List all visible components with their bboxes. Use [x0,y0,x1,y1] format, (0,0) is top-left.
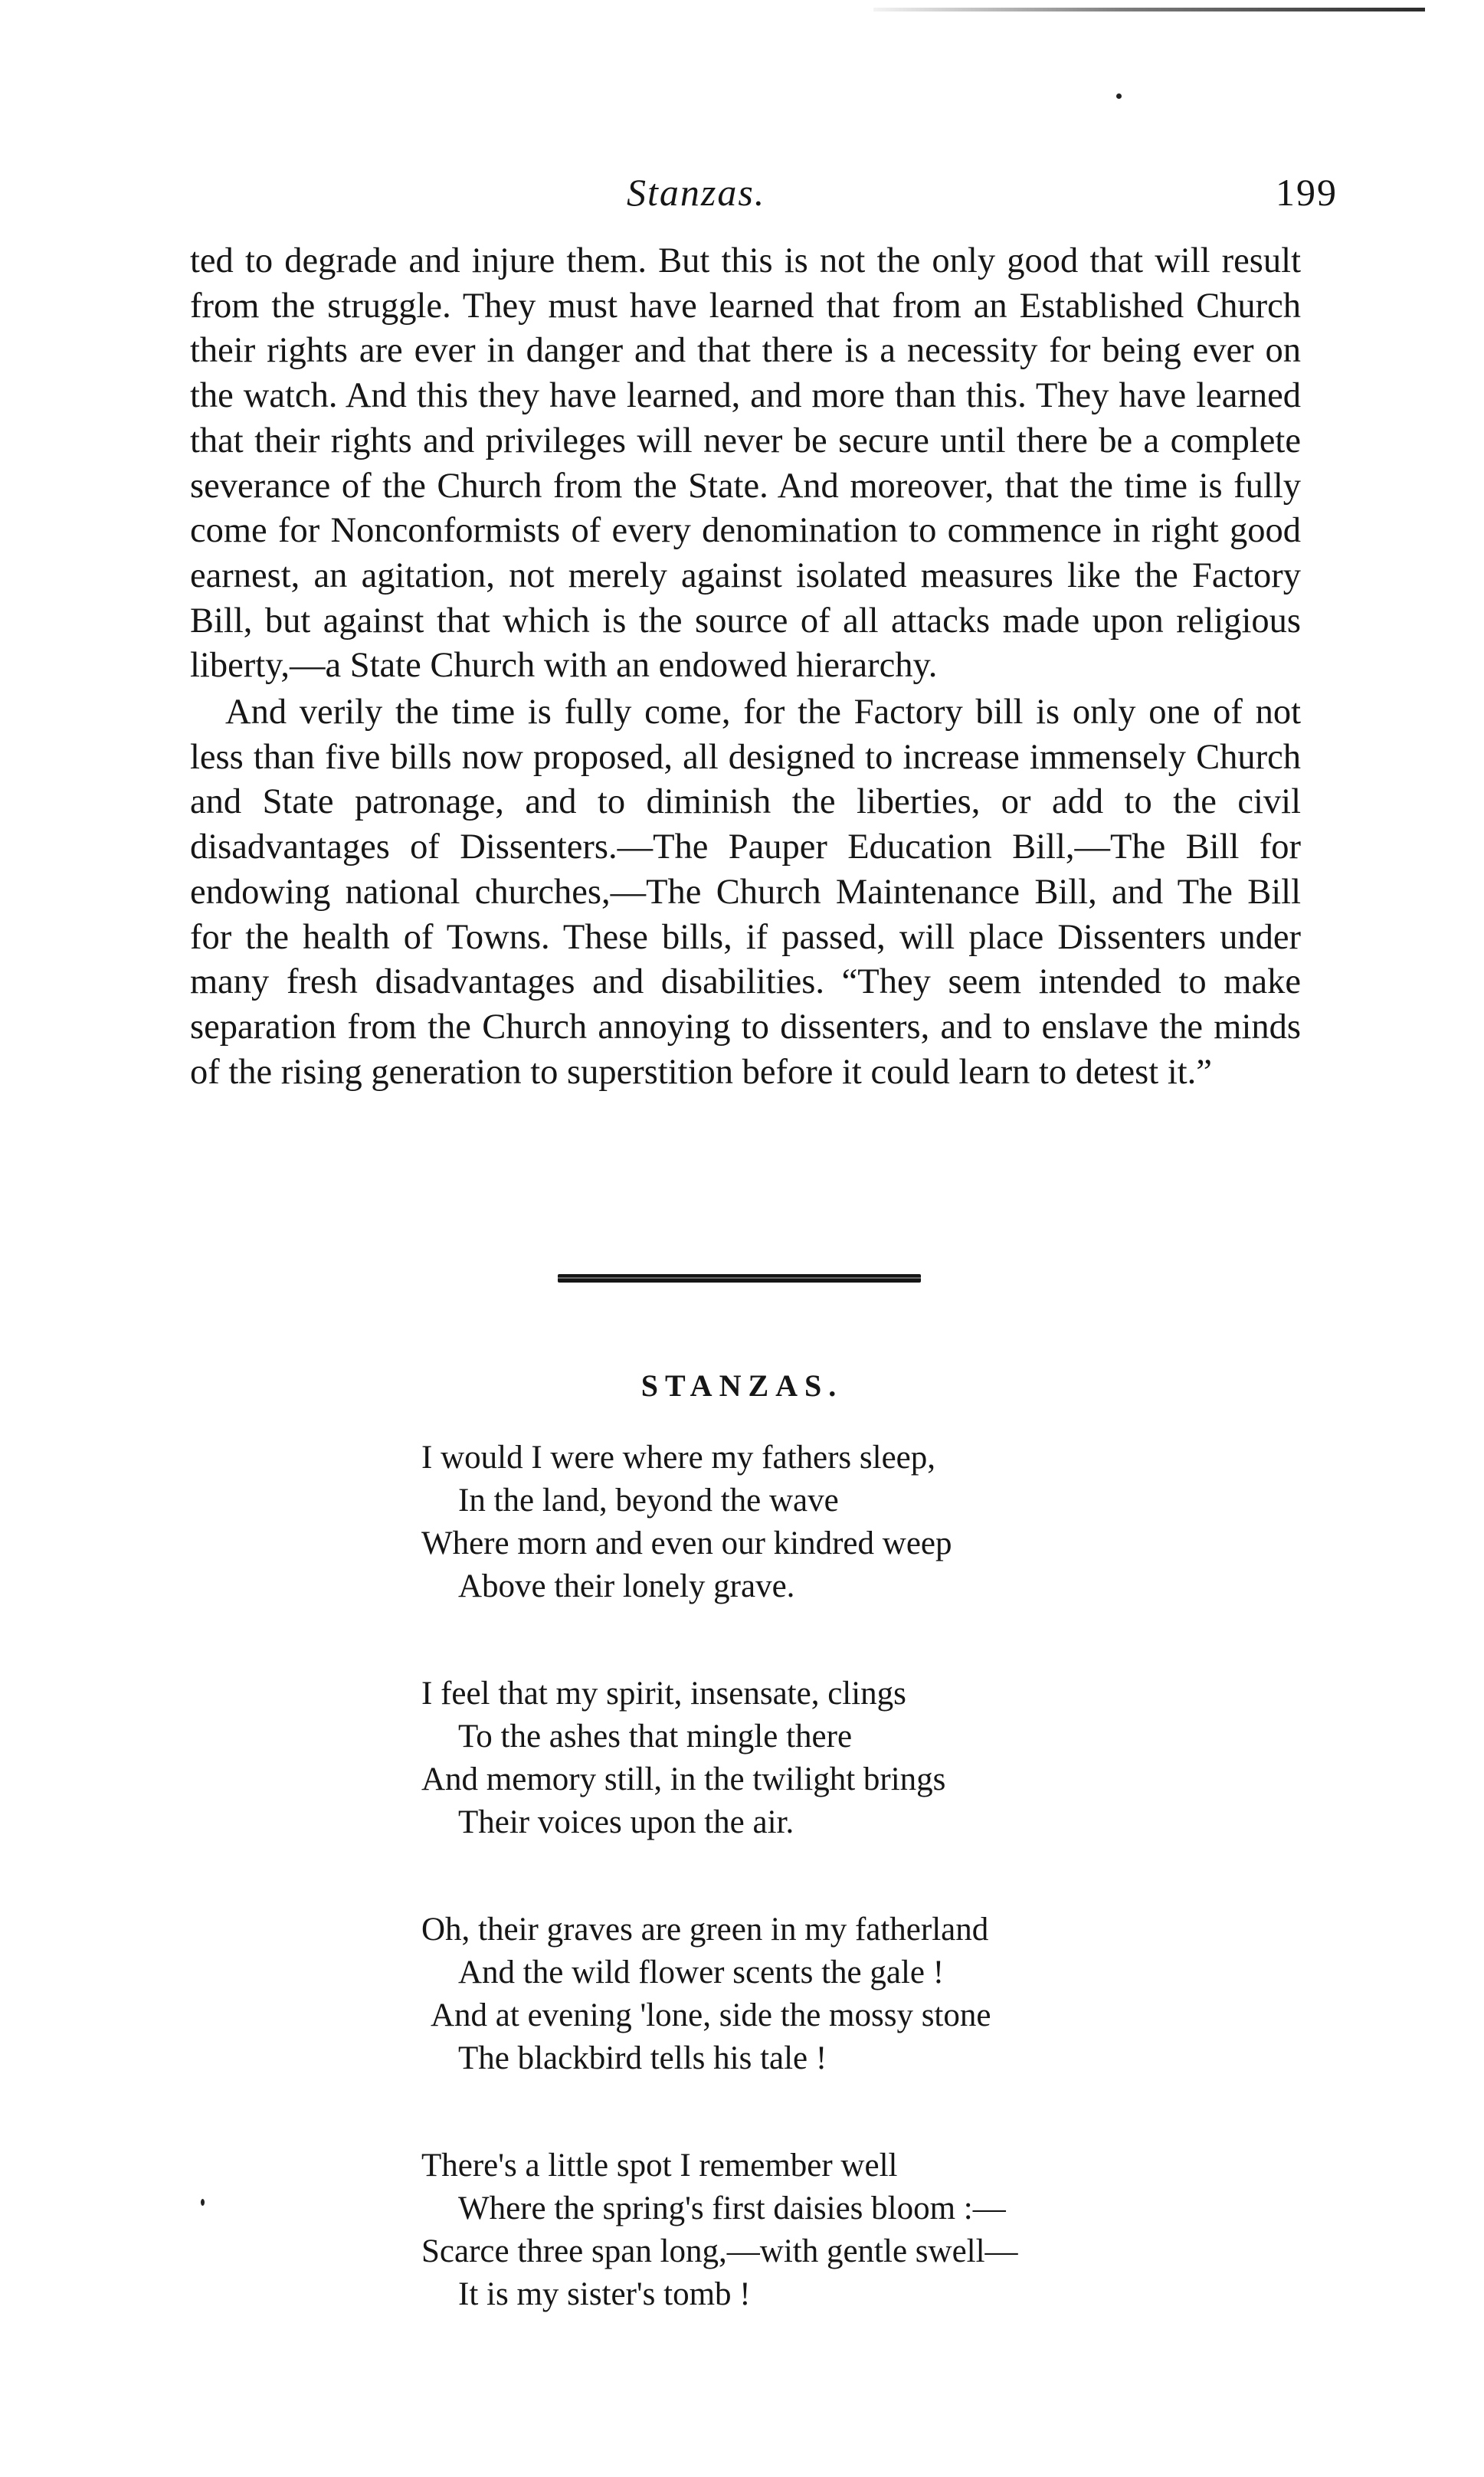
verse-line: And the wild flower scents the gale ! [458,1954,945,1990]
paragraph: And verily the time is fully come, for the Factory bill is only one of not less than five bills now proposed, all designed to increase immensely Church and State patronage, and to diminish the liberties, or add to the civil disadvantages of Dissenters.—The Pauper Education Bill,—The Bill for endowing national churches,—The Church Maintenance Bill, and The Bill for the health of Towns. These bills, if passed, will place Dissenters under many fresh disadvantages and disabilities. “They seem intended to make separation from the Church annoying to dissenters, and to enslave the minds of the rising generation to superstition before it could learn to detest it.” [190,693,1301,1092]
verse-line: To the ashes that mingle there [458,1719,853,1755]
verse-line: The blackbird tells his tale ! [458,2040,827,2076]
verse-line: Their voices upon the air. [458,1804,794,1840]
verse-line: And memory still, in the twilight brings [421,1761,946,1797]
stanza [421,1909,1111,2080]
verse-line: Where morn and even our kindred weep [421,1525,952,1561]
section-divider [558,1274,921,1283]
poem [421,1437,1111,2316]
verse-line: And at evening 'lone, side the mossy stone [431,1997,991,2033]
page-number: 199 [1276,171,1338,214]
ink-speck [201,2199,205,2206]
page-header [0,170,1484,224]
stanza [421,1437,1111,1608]
verse-line: It is my sister's tomb ! [458,2276,751,2312]
stanza [421,1673,1111,1844]
verse-line: I would I were where my fathers sleep, [421,1440,936,1476]
top-edge-rule [873,8,1425,11]
verse-line: Oh, their graves are green in my fatherland [421,1912,989,1948]
verse-line: In the land, beyond the wave [458,1483,839,1519]
running-title: Stanzas. [627,171,766,214]
verse-line: I feel that my spirit, insensate, clings [421,1676,906,1712]
ink-speck [1116,93,1122,99]
verse-line: Above their lonely grave. [458,1568,795,1604]
poem-title: STANZAS. [640,1368,844,1403]
verse-line: There's a little spot I remember well [421,2148,898,2184]
prose-body [190,239,1301,1095]
paragraph: ted to degrade and injure them. But this is not the only good that will result from the struggle. They must have learned that from an Established Church their rights are ever in danger and that there is a necessity for being ever on the watch. And this they have learned, and more than this. They have learned that their rights and privileges will never be secure until there be a complete severance of the Church from the State. And moreover, that the time is fully come for Nonconformists of every denomination to commence in right good earnest, an agitation, not merely against isolated measures like the Factory Bill, but against that which is the source of all attacks made upon religious liberty,—a State Church with an endowed hierarchy. [190,241,1301,686]
verse-line: Where the spring's first daisies bloom :— [458,2190,1006,2226]
stanza [421,2144,1111,2316]
verse-line: Scarce three span long,—with gentle swell— [421,2233,1018,2269]
